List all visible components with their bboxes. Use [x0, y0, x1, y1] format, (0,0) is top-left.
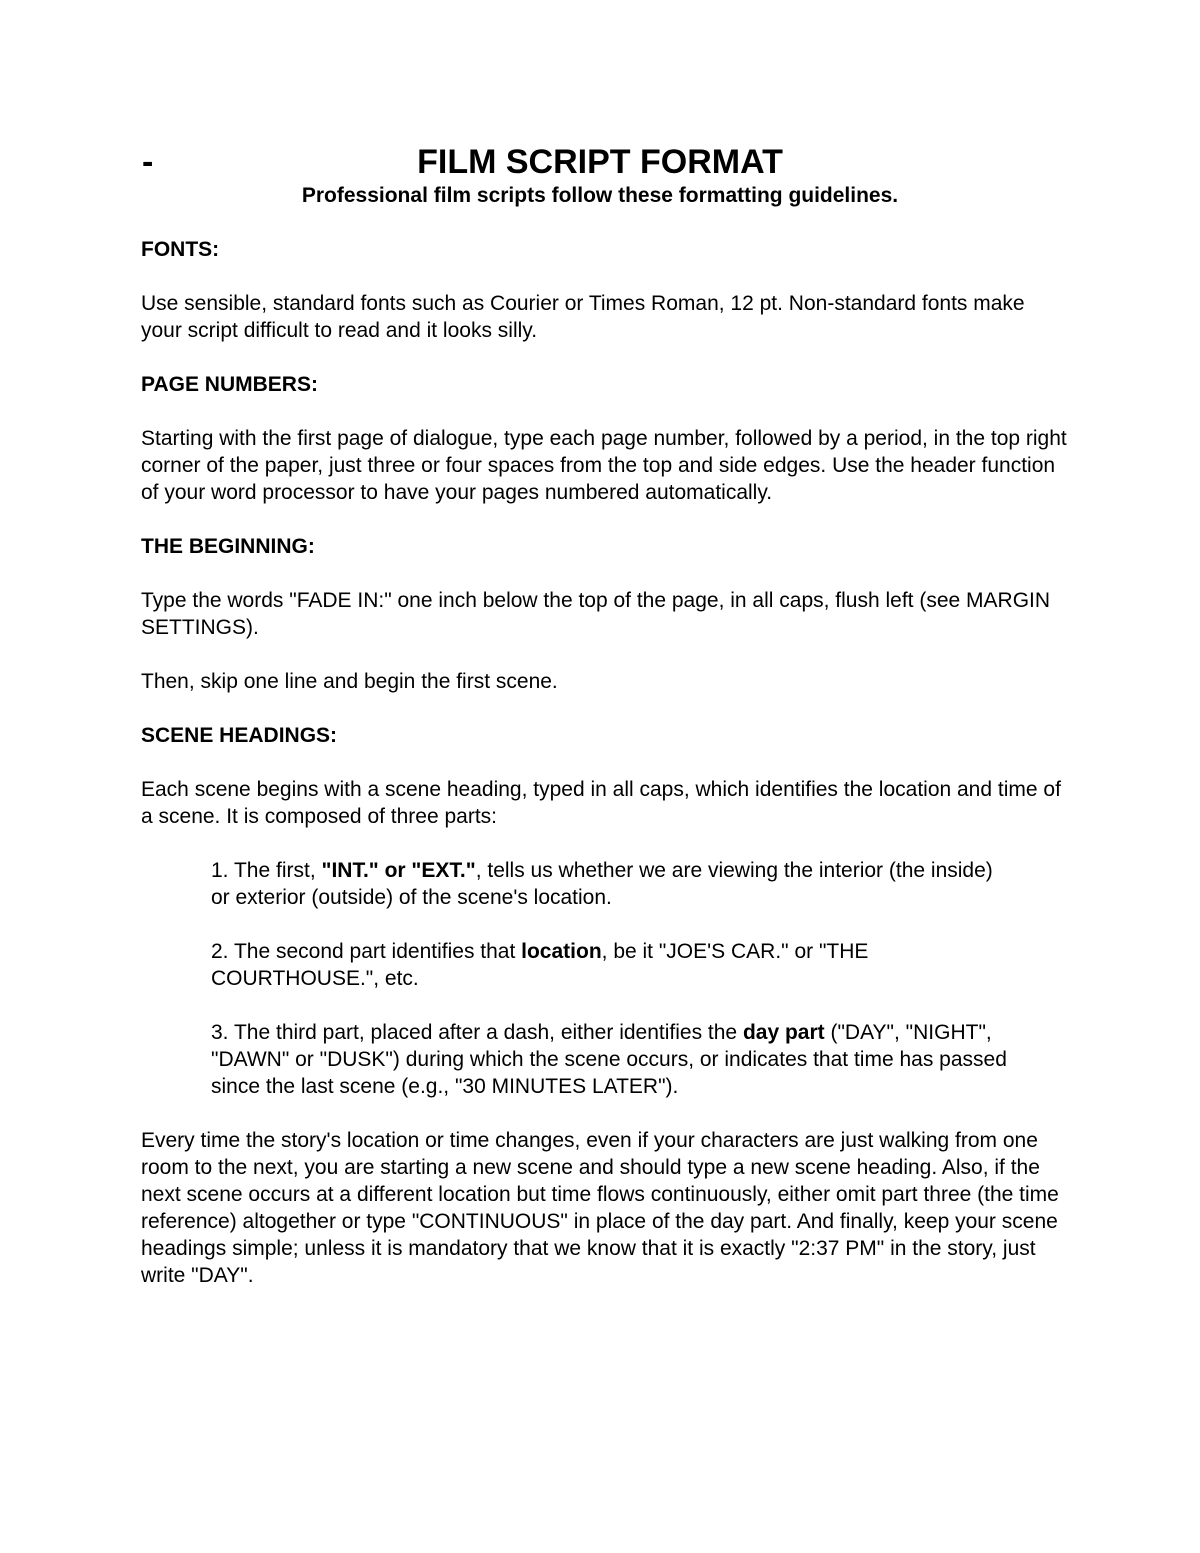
- beginning-text-2: Then, skip one line and begin the first scene.: [141, 670, 558, 693]
- page-subtitle: Professional film scripts follow these formatting guidelines.: [301, 184, 899, 207]
- list-item: [211, 1019, 1011, 1100]
- fonts-text: Use sensible, standard fonts such as Courier or Times Roman, 12 pt. Non-standard fonts make your script difficult to read and it looks silly.: [141, 292, 1025, 342]
- list-item-text: , tells us whether we are viewing the interior (the inside) or exterior (outside) of the scene's location.: [211, 859, 993, 909]
- list-item: [211, 857, 1011, 911]
- list-item-text: 3. The third part, placed after a dash, either identifies the: [211, 1021, 743, 1044]
- list-item-bold: location: [521, 940, 602, 963]
- page-title: FILM SCRIPT FORMAT: [417, 143, 783, 181]
- document-body: [141, 236, 1071, 1316]
- list-item-bold: "INT." or "EXT.": [321, 859, 476, 882]
- list-item-text: 2. The second part identifies that: [211, 940, 522, 963]
- title-row: [0, 140, 1200, 184]
- list-item-text: ("DAY", "NIGHT", "DAWN" or "DUSK") during which the scene occurs, or indicates that time has passed since the last scene (e.g., "30 MINUTES LATER").: [211, 1021, 1007, 1098]
- page-numbers-text: Starting with the first page of dialogue, type each page number, followed by a period, in the top right corner of the paper, just three or four spaces from the top and side edges. Use the header function of your word processor to have your pages numbered automatically.: [141, 427, 1067, 504]
- scene-heading-parts-list: [141, 857, 1011, 1100]
- list-item: [211, 938, 1011, 992]
- scene-headings-heading: SCENE HEADINGS:: [141, 724, 338, 747]
- beginning-text-1: Type the words "FADE IN:" one inch below the top of the page, in all caps, flush left (see MARGIN SETTINGS).: [141, 589, 1051, 639]
- scene-headings-closing: Every time the story's location or time changes, even if your characters are just walking from one room to the next, you are starting a new scene and should type a new scene heading. Also, if the next scene occurs at a different location but time flows continuously, either omit part three (the time reference) altogether or type "CONTINUOUS" in place of the day part. And finally, keep your scene headings simple; unless it is mandatory that we know that it is exactly "2:37 PM" in the story, just write "DAY".: [141, 1129, 1059, 1287]
- list-item-text: , be it "JOE'S CAR." or "THE COURTHOUSE.", etc.: [211, 940, 869, 990]
- page-numbers-heading: PAGE NUMBERS:: [141, 373, 318, 396]
- list-item-text: 1. The first,: [211, 859, 322, 882]
- title-dash: -: [142, 143, 154, 181]
- list-item-bold: day part: [742, 1021, 825, 1044]
- scene-headings-intro: Each scene begins with a scene heading, typed in all caps, which identifies the location and time of a scene. It is composed of three parts:: [141, 778, 1061, 828]
- fonts-heading: FONTS:: [141, 238, 220, 261]
- beginning-heading: THE BEGINNING:: [141, 535, 315, 558]
